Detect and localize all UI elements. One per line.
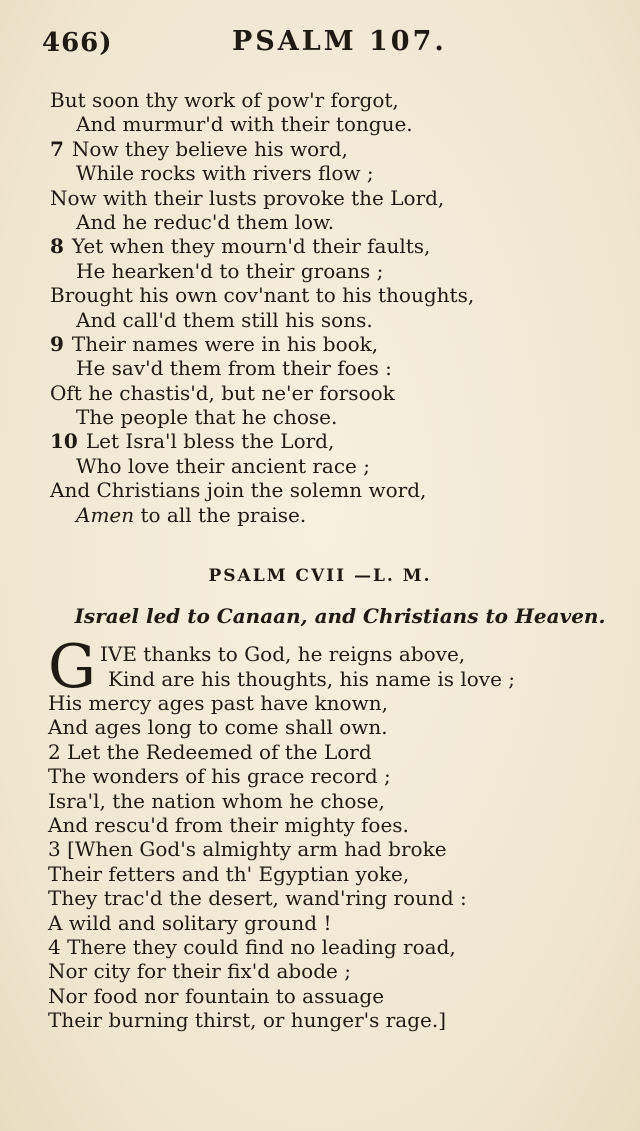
verse-line: IVE thanks to God, he reigns above, (100, 642, 466, 666)
verse-text: Their names were in his book, (71, 331, 379, 356)
verse-lines (48, 691, 618, 1032)
verse-line: A wild and solitary ground ! (48, 910, 332, 935)
verse-line: His mercy ages past have known, (48, 691, 388, 715)
verse-line (50, 234, 610, 258)
verse-line (50, 381, 610, 405)
verse-line (50, 210, 610, 234)
verse-text: The people that he chose. (76, 405, 338, 430)
psalm-heading: PSALM CVII —L. M. (208, 566, 432, 586)
verse-text: But soon thy work of pow'r forgot, (50, 88, 399, 112)
verse-text: While rocks with rivers flow ; (76, 161, 374, 186)
verse-line (50, 356, 610, 380)
verse-number: 8 (50, 234, 64, 259)
verse-line: 2 Let the Redeemed of the Lord (48, 739, 372, 764)
verse-line (50, 429, 610, 453)
verse-line: And ages long to come shall own. (48, 715, 388, 740)
verse-line (50, 454, 610, 478)
verse-line: 4 There they could find no leading road, (48, 934, 456, 959)
verse-line (50, 137, 610, 161)
verse-text: Let Isra'l bless the Lord, (85, 429, 335, 454)
page-header (42, 22, 604, 62)
verse-line: Nor food nor fountain to assuage (48, 983, 385, 1008)
verse-text: to all the praise. (140, 502, 307, 527)
verse-number: 7 (50, 136, 64, 161)
verse-line: 3 [When God's almighty arm had broke (48, 837, 447, 862)
verse-text: Now they believe his word, (71, 136, 348, 161)
verse-line (50, 112, 610, 136)
verse-text: Now with their lusts provoke the Lord, (50, 185, 445, 210)
verse-text: Yet when they mourn'd their faults, (71, 234, 431, 259)
psalm-subtitle: Israel led to Canaan, and Christians to Heaven. (74, 604, 606, 628)
verse-line: Kind are his thoughts, his name is love ; (108, 666, 516, 691)
verse-line (50, 503, 610, 527)
verse-text: Oft he chastis'd, but ne'er forsook (50, 380, 395, 405)
verse-line: Isra'l, the nation whom he chose, (48, 788, 385, 813)
verse-line (50, 332, 610, 356)
running-title: PSALM 107. (232, 26, 447, 57)
psalm-106-continuation (50, 88, 610, 527)
amen-word: Amen (76, 502, 141, 527)
verse-text: And murmur'd with their tongue. (76, 112, 413, 137)
verse-text: And call'd them still his sons. (76, 307, 373, 332)
verse-text: Who love their ancient race ; (76, 453, 370, 478)
verse-line: And rescu'd from their mighty foes. (48, 812, 409, 837)
verse-line: Their burning thirst, or hunger's rage.] (48, 1008, 447, 1033)
verse-text: And he reduc'd them low. (76, 209, 335, 234)
verse-text: And Christians join the solemn word, (50, 478, 427, 503)
verse-number: 9 (50, 331, 64, 356)
verse-text: He sav'd them from their foes : (76, 356, 392, 381)
verse-line (50, 283, 610, 307)
page-number: 466) (42, 28, 113, 58)
verse-line: They trac'd the desert, wand'ring round : (48, 886, 467, 911)
psalm-107-text (48, 632, 618, 1033)
verse-line (50, 478, 610, 502)
verse-text: He hearken'd to their groans ; (76, 258, 384, 283)
verse-number: 10 (50, 429, 78, 454)
verse-line (50, 308, 610, 332)
verse-line: Their fetters and th' Egyptian yoke, (48, 861, 410, 886)
verse-line (50, 405, 610, 429)
opening-lines (48, 632, 618, 702)
verse-line (50, 259, 610, 283)
verse-line: Nor city for their fix'd abode ; (48, 959, 351, 984)
verse-text: Brought his own cov'nant to his thoughts, (50, 283, 475, 308)
verse-line: The wonders of his grace record ; (48, 764, 391, 789)
drop-cap: G (48, 632, 96, 702)
verse-line (50, 161, 610, 185)
verse-line (50, 88, 610, 112)
verse-line (50, 186, 610, 210)
